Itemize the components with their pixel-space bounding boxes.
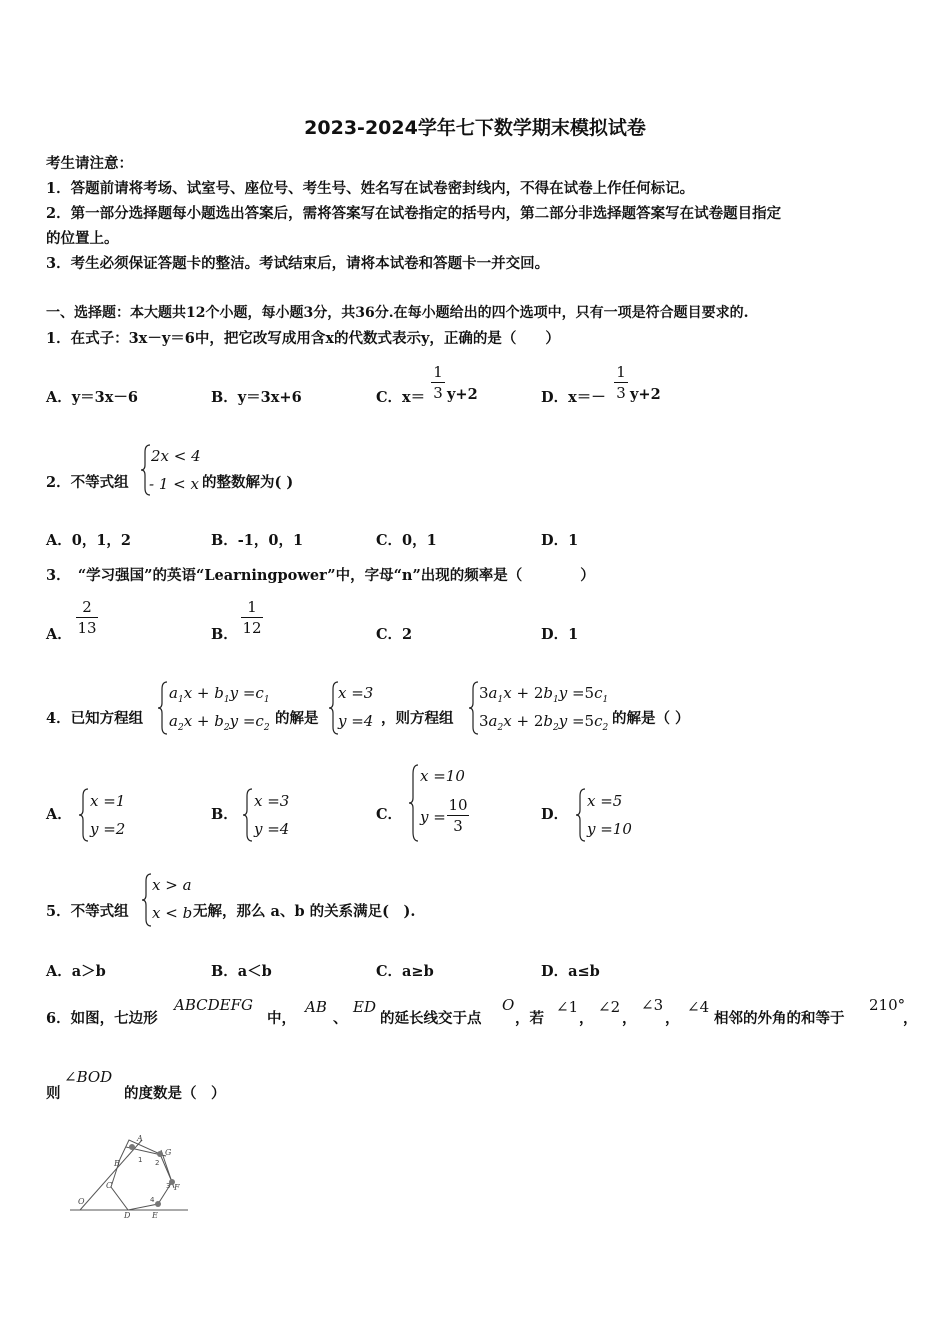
q2-prefix: 2．不等式组	[46, 474, 129, 491]
q6-polygon-name: ABCDEFG	[174, 996, 253, 1014]
q1-option-c-prefix: C．x＝	[376, 389, 426, 406]
q6-angle-1: ∠1	[556, 998, 579, 1016]
q4-option-a-line-2: y =2	[90, 820, 126, 838]
q4-system-2-line-2: $3a_2x + 2b_2y =5c_2$	[479, 712, 609, 733]
q4-mid-text-1: 的解是	[275, 710, 319, 727]
q4-solution-line-1: x =3	[338, 684, 374, 702]
notice-item-2-cont: 的位置上。	[46, 230, 119, 247]
q6-text-1: 中，	[267, 1010, 296, 1027]
q4-option-a-label: A．	[46, 806, 72, 823]
fig-angle-4: 4	[150, 1196, 155, 1204]
notice-heading: 考生请注意：	[46, 155, 133, 172]
q2-suffix: 的整数解为( )	[202, 474, 294, 491]
q4-mid-text-2: ，则方程组	[381, 710, 454, 727]
q4-option-c-brace-icon	[408, 764, 420, 842]
q6-angle-3: ∠3	[641, 996, 664, 1014]
q4-option-c-line-2-prefix: y =	[420, 808, 446, 826]
q6-angle-2: ∠2	[598, 998, 621, 1016]
q1-option-d-prefix: D．x＝－	[541, 389, 606, 406]
q5-suffix: 无解，那么 a、b 的关系满足( ).	[193, 903, 416, 920]
q6-prefix: 6．如图，七边形	[46, 1010, 158, 1027]
fig-label-a: A	[137, 1134, 143, 1143]
q4-option-a-line-1: x =1	[90, 792, 126, 810]
q4-option-d-line-2: y =10	[587, 820, 632, 838]
q4-prefix: 4．已知方程组	[46, 710, 144, 727]
q4-brace-1-icon	[157, 681, 169, 735]
q4-option-c-label: C．	[376, 806, 403, 823]
fig-label-b: B	[114, 1159, 120, 1168]
fig-angle-1: 1	[138, 1156, 143, 1164]
q4-option-a-brace-icon	[78, 788, 90, 842]
q3-option-c: C．2	[376, 626, 413, 643]
q6-text-2: 、	[333, 1010, 348, 1027]
q5-prefix: 5．不等式组	[46, 903, 129, 920]
q3-stem: 3． “学习强国”的英语“Learningpower”中，字母“n”出现的频率是（ ）	[46, 567, 595, 584]
q5-option-b: B．a＜b	[211, 963, 272, 980]
q6-text-5: ，	[579, 1010, 594, 1027]
q2-option-b: B．-1，0，1	[211, 532, 304, 549]
notice-item-3: 3．考生必须保证答题卡的整洁。考试结束后，请将本试卷和答题卡一并交回。	[46, 255, 550, 272]
q2-option-a: A．0，1，2	[46, 532, 132, 549]
q4-option-d-label: D．	[541, 806, 569, 823]
q6-segment-ed: ED	[353, 998, 376, 1016]
ray-ob	[80, 1140, 142, 1210]
q2-system-line-1: 2x < 4	[151, 447, 201, 465]
q2-system-line-2: - 1 < x	[149, 475, 199, 493]
q1-option-a: A．y＝3x－6	[46, 389, 138, 406]
fig-label-c: C	[106, 1181, 113, 1190]
q1-option-c-suffix: y+2	[447, 386, 478, 403]
q6-point-o: O	[502, 996, 515, 1014]
fig-label-d: D	[124, 1211, 131, 1220]
q6-line-2-suffix: 的度数是（ ）	[124, 1085, 226, 1102]
q6-segment-ab: AB	[305, 998, 327, 1016]
q6-text-9: ，	[903, 1010, 918, 1027]
q3-option-a-fraction: 2 13	[77, 598, 97, 637]
fig-label-e: E	[152, 1211, 158, 1220]
q6-line-2-prefix: 则	[46, 1085, 61, 1102]
q6-text-8: 相邻的外角的和等于	[714, 1010, 845, 1027]
q1-option-c-fraction: 1 3	[431, 363, 445, 402]
fig-angle-2: 2	[155, 1159, 160, 1167]
q1-option-b: B．y＝3x+6	[211, 389, 302, 406]
fig-label-f: F	[174, 1183, 180, 1192]
q2-option-d: D．1	[541, 532, 579, 549]
section-heading: 一、选择题：本大题共12个小题，每小题3分，共36分.在每小题给出的四个选项中，只有一项是符合题目要求的.	[46, 305, 749, 321]
q4-option-b-label: B．	[211, 806, 238, 823]
q5-option-a: A．a＞b	[46, 963, 106, 980]
q2-option-c: C．0，1	[376, 532, 437, 549]
q3-option-d: D．1	[541, 626, 579, 643]
q4-solution-line-2: y =4	[338, 712, 374, 730]
q5-option-d: D．a≤b	[541, 963, 600, 980]
q3-option-b-label: B．	[211, 626, 238, 643]
q4-option-c-line-1: x =10	[420, 767, 465, 785]
q4-option-b-line-1: x =3	[254, 792, 290, 810]
fig-angle-3: 3	[166, 1182, 171, 1190]
q4-system-1-line-2: $a_2x + b_2y =c_2$	[169, 712, 270, 733]
heptagon-figure	[66, 1132, 192, 1222]
q4-option-b-line-2: y =4	[254, 820, 290, 838]
fig-label-o: O	[78, 1197, 85, 1206]
q1-option-d-fraction: 1 3	[614, 363, 628, 402]
q5-system-line-1: x > a	[152, 876, 192, 894]
q6-text-6: ，	[622, 1010, 637, 1027]
q6-text-4: ，若	[515, 1010, 544, 1027]
q4-option-b-brace-icon	[242, 788, 254, 842]
q3-option-b-fraction: 1 12	[242, 598, 262, 637]
notice-item-2: 2．第一部分选择题每小题选出答案后，需将答案写在试卷指定的括号内，第二部分非选择题答案写在试卷题目指定	[46, 205, 782, 222]
q6-degree: 210°	[869, 996, 906, 1014]
q5-system-line-2: x < b	[152, 904, 193, 922]
q6-text-3: 的延长线交于点	[380, 1010, 482, 1027]
q4-option-d-brace-icon	[575, 788, 587, 842]
q4-suffix: 的解是（ ）	[612, 710, 690, 727]
page-title: 2023-2024学年七下数学期末模拟试卷	[304, 117, 646, 139]
q6-angle-bod: ∠BOD	[64, 1068, 113, 1086]
q4-system-1-line-1: $a_1x + b_1y =c_1$	[169, 684, 270, 705]
q1-option-d-suffix: y+2	[630, 386, 661, 403]
q3-option-a-label: A．	[46, 626, 72, 643]
q6-angle-4: ∠4	[687, 998, 710, 1016]
fig-label-g: G	[165, 1148, 172, 1157]
q4-option-d-line-1: x =5	[587, 792, 623, 810]
notice-item-1: 1．答题前请将考场、试室号、座位号、考生号、姓名写在试卷密封线内，不得在试卷上作任何标记。	[46, 180, 695, 197]
q5-option-c: C．a≥b	[376, 963, 434, 980]
q6-text-7: ，	[665, 1010, 680, 1027]
q4-system-2-line-1: $3a_1x + 2b_1y =5c_1$	[479, 684, 609, 705]
q1-stem: 1．在式子：3x－y＝6中，把它改写成用含x的代数式表示y，正确的是（ ）	[46, 330, 560, 347]
q4-option-c-fraction: 10 3	[448, 796, 468, 835]
